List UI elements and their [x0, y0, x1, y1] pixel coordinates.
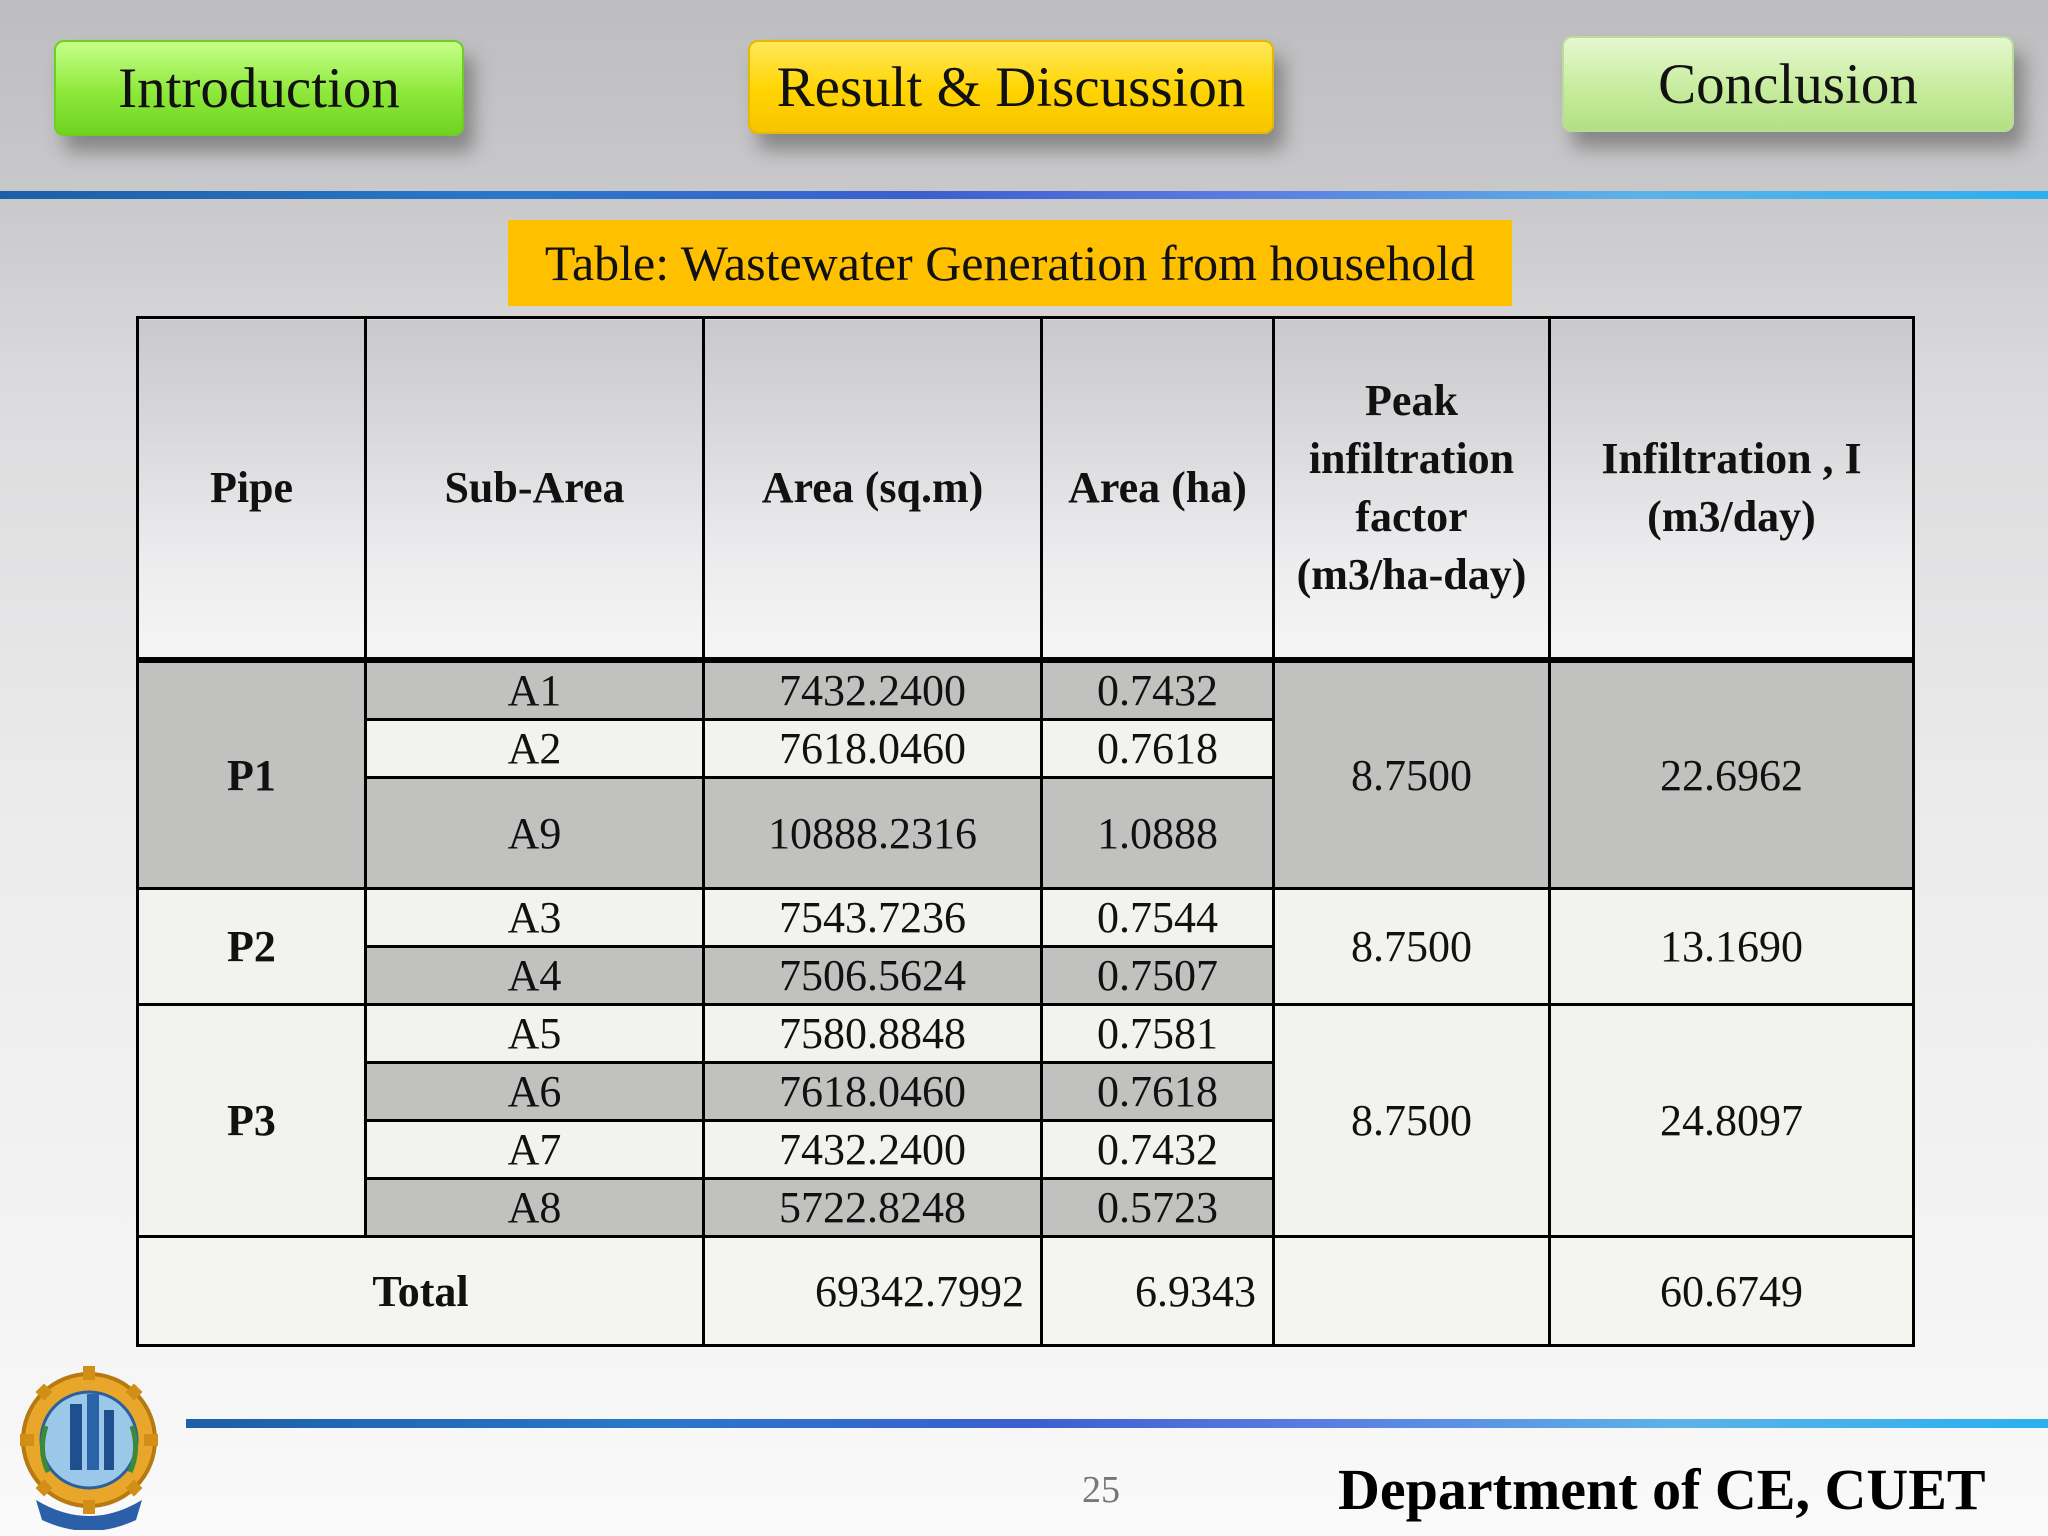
total-peak-factor [1274, 1237, 1550, 1346]
area-ha-cell: 1.0888 [1042, 778, 1274, 889]
table-caption: Table: Wastewater Generation from household [508, 220, 1512, 306]
infiltration-cell: 24.8097 [1550, 1005, 1914, 1237]
area-sqm-cell: 7506.5624 [704, 947, 1042, 1005]
table-row [138, 660, 1914, 720]
nav-introduction-button[interactable]: Introduction [54, 40, 464, 136]
area-ha-cell: 0.7618 [1042, 1063, 1274, 1121]
sub-area-cell: A7 [366, 1121, 704, 1179]
sub-area-cell: A4 [366, 947, 704, 1005]
area-ha-cell: 0.7618 [1042, 720, 1274, 778]
sub-area-cell: A9 [366, 778, 704, 889]
area-ha-cell: 0.7432 [1042, 1121, 1274, 1179]
page-number: 25 [1082, 1469, 1120, 1511]
sub-area-cell: A6 [366, 1063, 704, 1121]
table-header-row [138, 318, 1914, 661]
header-peak-line: Peak [1365, 376, 1458, 425]
table-row [138, 1005, 1914, 1063]
header-pipe: Pipe [138, 318, 366, 661]
area-sqm-cell: 7580.8848 [704, 1005, 1042, 1063]
pipe-cell: P3 [138, 1005, 366, 1237]
nav-conclusion-button[interactable]: Conclusion [1562, 36, 2014, 132]
header-peak-line: infiltration [1308, 434, 1515, 483]
area-sqm-cell: 10888.2316 [704, 778, 1042, 889]
cuet-logo-icon [18, 1360, 160, 1530]
area-sqm-cell: 7618.0460 [704, 1063, 1042, 1121]
department-label: Department of CE, CUET [1338, 1457, 1986, 1522]
header-area-sqm: Area (sq.m) [704, 318, 1042, 661]
area-sqm-cell: 7432.2400 [704, 660, 1042, 720]
area-ha-cell: 0.7581 [1042, 1005, 1274, 1063]
area-sqm-cell: 7543.7236 [704, 889, 1042, 947]
area-ha-cell: 0.5723 [1042, 1179, 1274, 1237]
area-ha-cell: 0.7507 [1042, 947, 1274, 1005]
total-label: Total [138, 1237, 704, 1346]
total-area-ha: 6.9343 [1042, 1237, 1274, 1346]
sub-area-cell: A8 [366, 1179, 704, 1237]
total-area-sqm: 69342.7992 [704, 1237, 1042, 1346]
pipe-cell: P1 [138, 660, 366, 889]
peak-factor-cell: 8.7500 [1274, 660, 1550, 889]
sub-area-cell: A1 [366, 660, 704, 720]
wastewater-table [136, 316, 1915, 1347]
header-infiltration-line: (m3/day) [1647, 492, 1816, 541]
header-peak-factor [1274, 318, 1550, 661]
peak-factor-cell: 8.7500 [1274, 889, 1550, 1005]
sub-area-cell: A2 [366, 720, 704, 778]
pipe-cell: P2 [138, 889, 366, 1005]
area-ha-cell: 0.7432 [1042, 660, 1274, 720]
header-peak-line: (m3/ha-day) [1296, 550, 1527, 599]
footer-divider [186, 1419, 2048, 1428]
total-infiltration: 60.6749 [1550, 1237, 1914, 1346]
peak-factor-cell: 8.7500 [1274, 1005, 1550, 1237]
area-ha-cell: 0.7544 [1042, 889, 1274, 947]
header-infiltration-line: Infiltration , I [1601, 434, 1862, 483]
header-infiltration [1550, 318, 1914, 661]
total-row [138, 1237, 1914, 1346]
header-divider [0, 191, 2048, 199]
table-row [138, 889, 1914, 947]
sub-area-cell: A3 [366, 889, 704, 947]
area-sqm-cell: 5722.8248 [704, 1179, 1042, 1237]
nav-result-discussion-button[interactable]: Result & Discussion [748, 40, 1274, 134]
infiltration-cell: 22.6962 [1550, 660, 1914, 889]
header-peak-line: factor [1355, 492, 1468, 541]
sub-area-cell: A5 [366, 1005, 704, 1063]
area-sqm-cell: 7432.2400 [704, 1121, 1042, 1179]
infiltration-cell: 13.1690 [1550, 889, 1914, 1005]
header-sub-area: Sub-Area [366, 318, 704, 661]
header-area-ha: Area (ha) [1042, 318, 1274, 661]
area-sqm-cell: 7618.0460 [704, 720, 1042, 778]
